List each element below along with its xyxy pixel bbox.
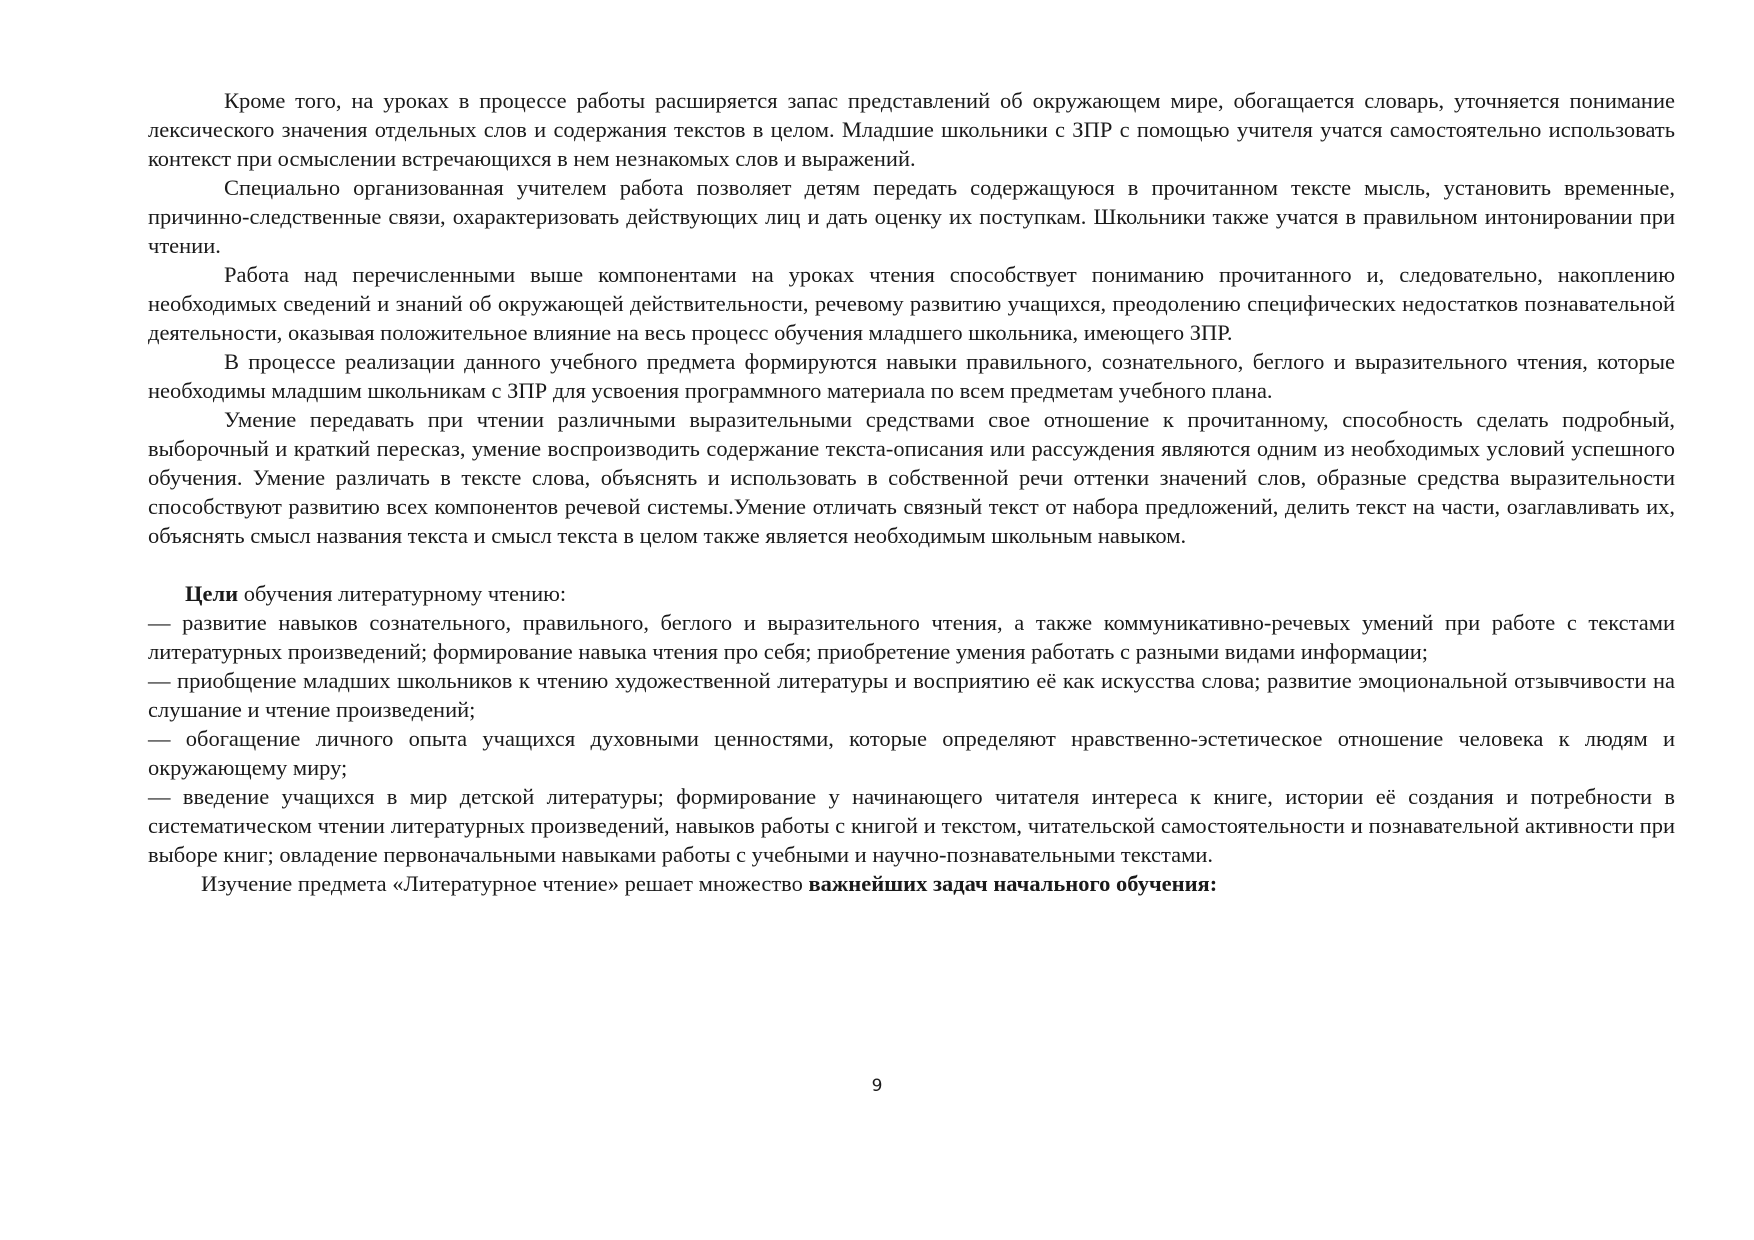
goal-item-4: — введение учащихся в мир детской литературы; формирование у начинающего читателя интереса к книге, истории её создания и потребности в систематическом чтении литературных произведений, навыков работы с книгой и текстом, читательской самостоятельности и познавательной активности при выборе книг; овладение первоначальными навыками работы с учебными и научно-познавательными текстами. xyxy=(148,784,1675,867)
goal-item-1: — развитие навыков сознательного, правильного, беглого и выразительного чтения, а также коммуникативно-речевых умений при работе с текстами литературных произведений; формирование навыка чтения про себя; приобретение умения работать с разными видами информации; xyxy=(148,610,1675,664)
page-number: 9 xyxy=(871,1076,883,1096)
study-bold: важнейших задач начального обучения: xyxy=(808,871,1218,896)
section-gap xyxy=(148,550,1675,579)
paragraph-1: Кроме того, на уроках в процессе работы расширяется запас представлений об окружающем мире, обогащается словарь, уточняется понимание лексического значения отдельных слов и содержания текстов в целом. Младшие школьники с ЗПР с помощью учителя учатся самостоятельно использовать контекст при осмыслении встречающихся в нем незнакомых слов и выражений. xyxy=(148,88,1675,171)
paragraph-5: Умение передавать при чтении различными выразительными средствами свое отношение к прочитанному, способность сделать подробный, выборочный и краткий пересказ, умение воспроизводить содержание текста-описания или рассуждения являются одним из необходимых условий успешного обучения. Умение различать в тексте слова, объяснять и использовать в собственной речи оттенки значений слов, образные средства выразительности способствуют развитию всех компонентов речевой системы.Умение отличать связный текст от набора предложений, делить текст на части, озаглавливать их, объяснять смысл названия текста и смысл текста в целом также является необходимым школьным навыком. xyxy=(148,407,1675,548)
study-text: Изучение предмета «Литературное чтение» решает множество xyxy=(201,871,809,896)
paragraph-2: Специально организованная учителем работа позволяет детям передать содержащуюся в прочитанном тексте мысль, установить временные, причинно-следственные связи, охарактеризовать действующих лиц и дать оценку их поступкам. Школьники также учатся в правильном интонировании при чтении. xyxy=(148,175,1675,258)
goals-heading-rest: обучения литературному чтению: xyxy=(238,581,567,606)
goal-item-2: — приобщение младших школьников к чтению художественной литературы и восприятию её как искусства слова; развитие эмоциональной отзывчивости на слушание и чтение произведений; xyxy=(148,668,1675,722)
goal-item-3: — обогащение личного опыта учащихся духовными ценностями, которые определяют нравственно-эстетическое отношение человека к людям и окружающему миру; xyxy=(148,726,1675,780)
document-page xyxy=(148,86,1675,898)
goals-heading xyxy=(148,579,1675,608)
paragraph-4: В процессе реализации данного учебного предмета формируются навыки правильного, сознательного, беглого и выразительного чтения, которые необходимы младшим школьникам с ЗПР для усвоения программного материала по всем предметам учебного плана. xyxy=(148,349,1675,403)
paragraph-3: Работа над перечисленными выше компонентами на уроках чтения способствует пониманию прочитанного и, следовательно, накоплению необходимых сведений и знаний об окружающей действительности, речевому развитию учащихся, преодолению специфических недостатков познавательной деятельности, оказывая положительное влияние на весь процесс обучения младшего школьника, имеющего ЗПР. xyxy=(148,262,1675,345)
goals-heading-bold: Цели xyxy=(185,581,239,606)
study-line xyxy=(148,869,1675,898)
